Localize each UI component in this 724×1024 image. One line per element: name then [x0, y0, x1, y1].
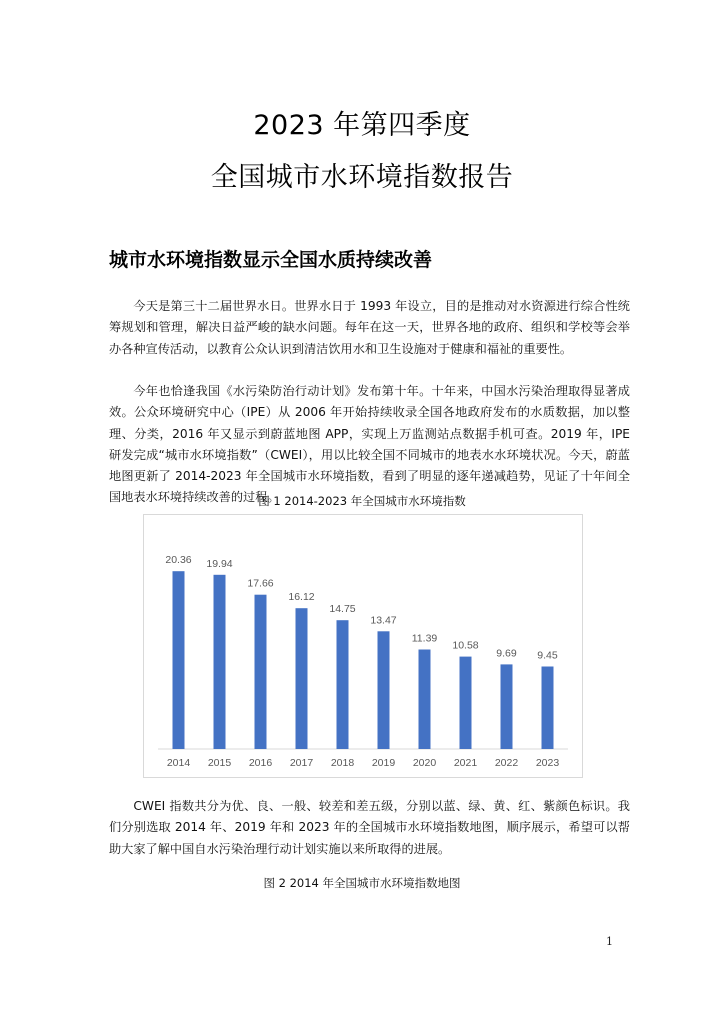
bar-2020 [419, 650, 431, 750]
data-label-2015: 19.94 [206, 557, 233, 570]
paragraph-world-water-day: 今天是第三十二届世界水日。世界水日于 1993 年设立，目的是推动对水资源进行综合性统筹规划和管理，解决日益严峻的缺水问题。每年在这一天，世界各地的政府、组织和学校等会举办各种宣传活动，以教育公众认识到清洁饮用水和卫生设施对于健康和福祉的重要性。 [109, 299, 630, 356]
figure-1-caption: 图 1 2014-2023 年全国城市水环境指数 [258, 494, 466, 508]
paragraph-water-pollution-plan: 今年也恰逢我国《水污染防治行动计划》发布第十年。十年来，中国水污染治理取得显著成效。公众环境研究中心（IPE）从 2006 年开始持续收录全国各地政府发布的水质数据，加以整理、分类，2016 年又显示到蔚蓝地图 APP，实现上万监测站点数据手机可查。2019 年，IPE 研发完成“城市水环境指数”（CWEI），用以比较全国不同城市的地表水水环境状况。今天，蔚蓝地图更新了 2014-2023 年全国城市水环境指数，看到了明显的逐年递减趋势，见证了十年间全国地表水环境持续改善的过程。 [109, 384, 630, 505]
bar-2019 [378, 631, 390, 749]
paragraph-cwei-levels: CWEI 指数共分为优、良、一般、较差和差五级，分别以蓝、绿、黄、红、紫颜色标识。我们分别选取 2014 年、2019 年和 2023 年的全国城市水环境指数地图，顺序展示，希望可以帮助大家了解中国自水污染治理行动计划实施以来所取得的进展。 [109, 799, 630, 856]
report-title-line-1: 2023 年第四季度 [253, 110, 471, 141]
section-heading: 城市水环境指数显示全国水质持续改善 [109, 249, 433, 271]
x-tick-label-2023: 2023 [535, 757, 560, 769]
bar-2016 [255, 595, 267, 749]
cwei-bar-chart [143, 514, 583, 778]
page-number: 1 [606, 935, 613, 948]
data-label-2016: 17.66 [247, 577, 274, 590]
data-label-2020: 11.39 [411, 632, 438, 645]
x-tick-label-2020: 2020 [412, 757, 437, 769]
chart-canvas [144, 515, 582, 777]
x-tick-label-2017: 2017 [289, 757, 314, 769]
data-label-2014: 20.36 [165, 554, 192, 567]
figure-2-caption: 图 2 2014 年全国城市水环境指数地图 [263, 876, 461, 890]
bar-2017 [296, 608, 308, 749]
data-label-2023: 9.45 [537, 649, 558, 662]
bar-2021 [460, 657, 472, 749]
data-label-2019: 13.47 [370, 614, 397, 627]
x-tick-label-2022: 2022 [494, 757, 519, 769]
report-title-line-2: 全国城市水环境指数报告 [210, 162, 514, 193]
bar-2014 [173, 571, 185, 749]
x-tick-label-2014: 2014 [166, 757, 191, 769]
x-tick-label-2021: 2021 [453, 757, 478, 769]
bar-2018 [337, 620, 349, 749]
bar-2022 [501, 664, 513, 749]
data-label-2017: 16.12 [288, 591, 315, 604]
x-tick-label-2019: 2019 [371, 757, 396, 769]
x-tick-label-2018: 2018 [330, 757, 355, 769]
x-tick-label-2016: 2016 [248, 757, 273, 769]
data-label-2021: 10.58 [452, 639, 479, 652]
x-tick-label-2015: 2015 [207, 757, 232, 769]
bar-2015 [214, 575, 226, 749]
data-label-2018: 14.75 [329, 603, 356, 616]
data-label-2022: 9.69 [496, 647, 517, 660]
bar-2023 [542, 667, 554, 750]
